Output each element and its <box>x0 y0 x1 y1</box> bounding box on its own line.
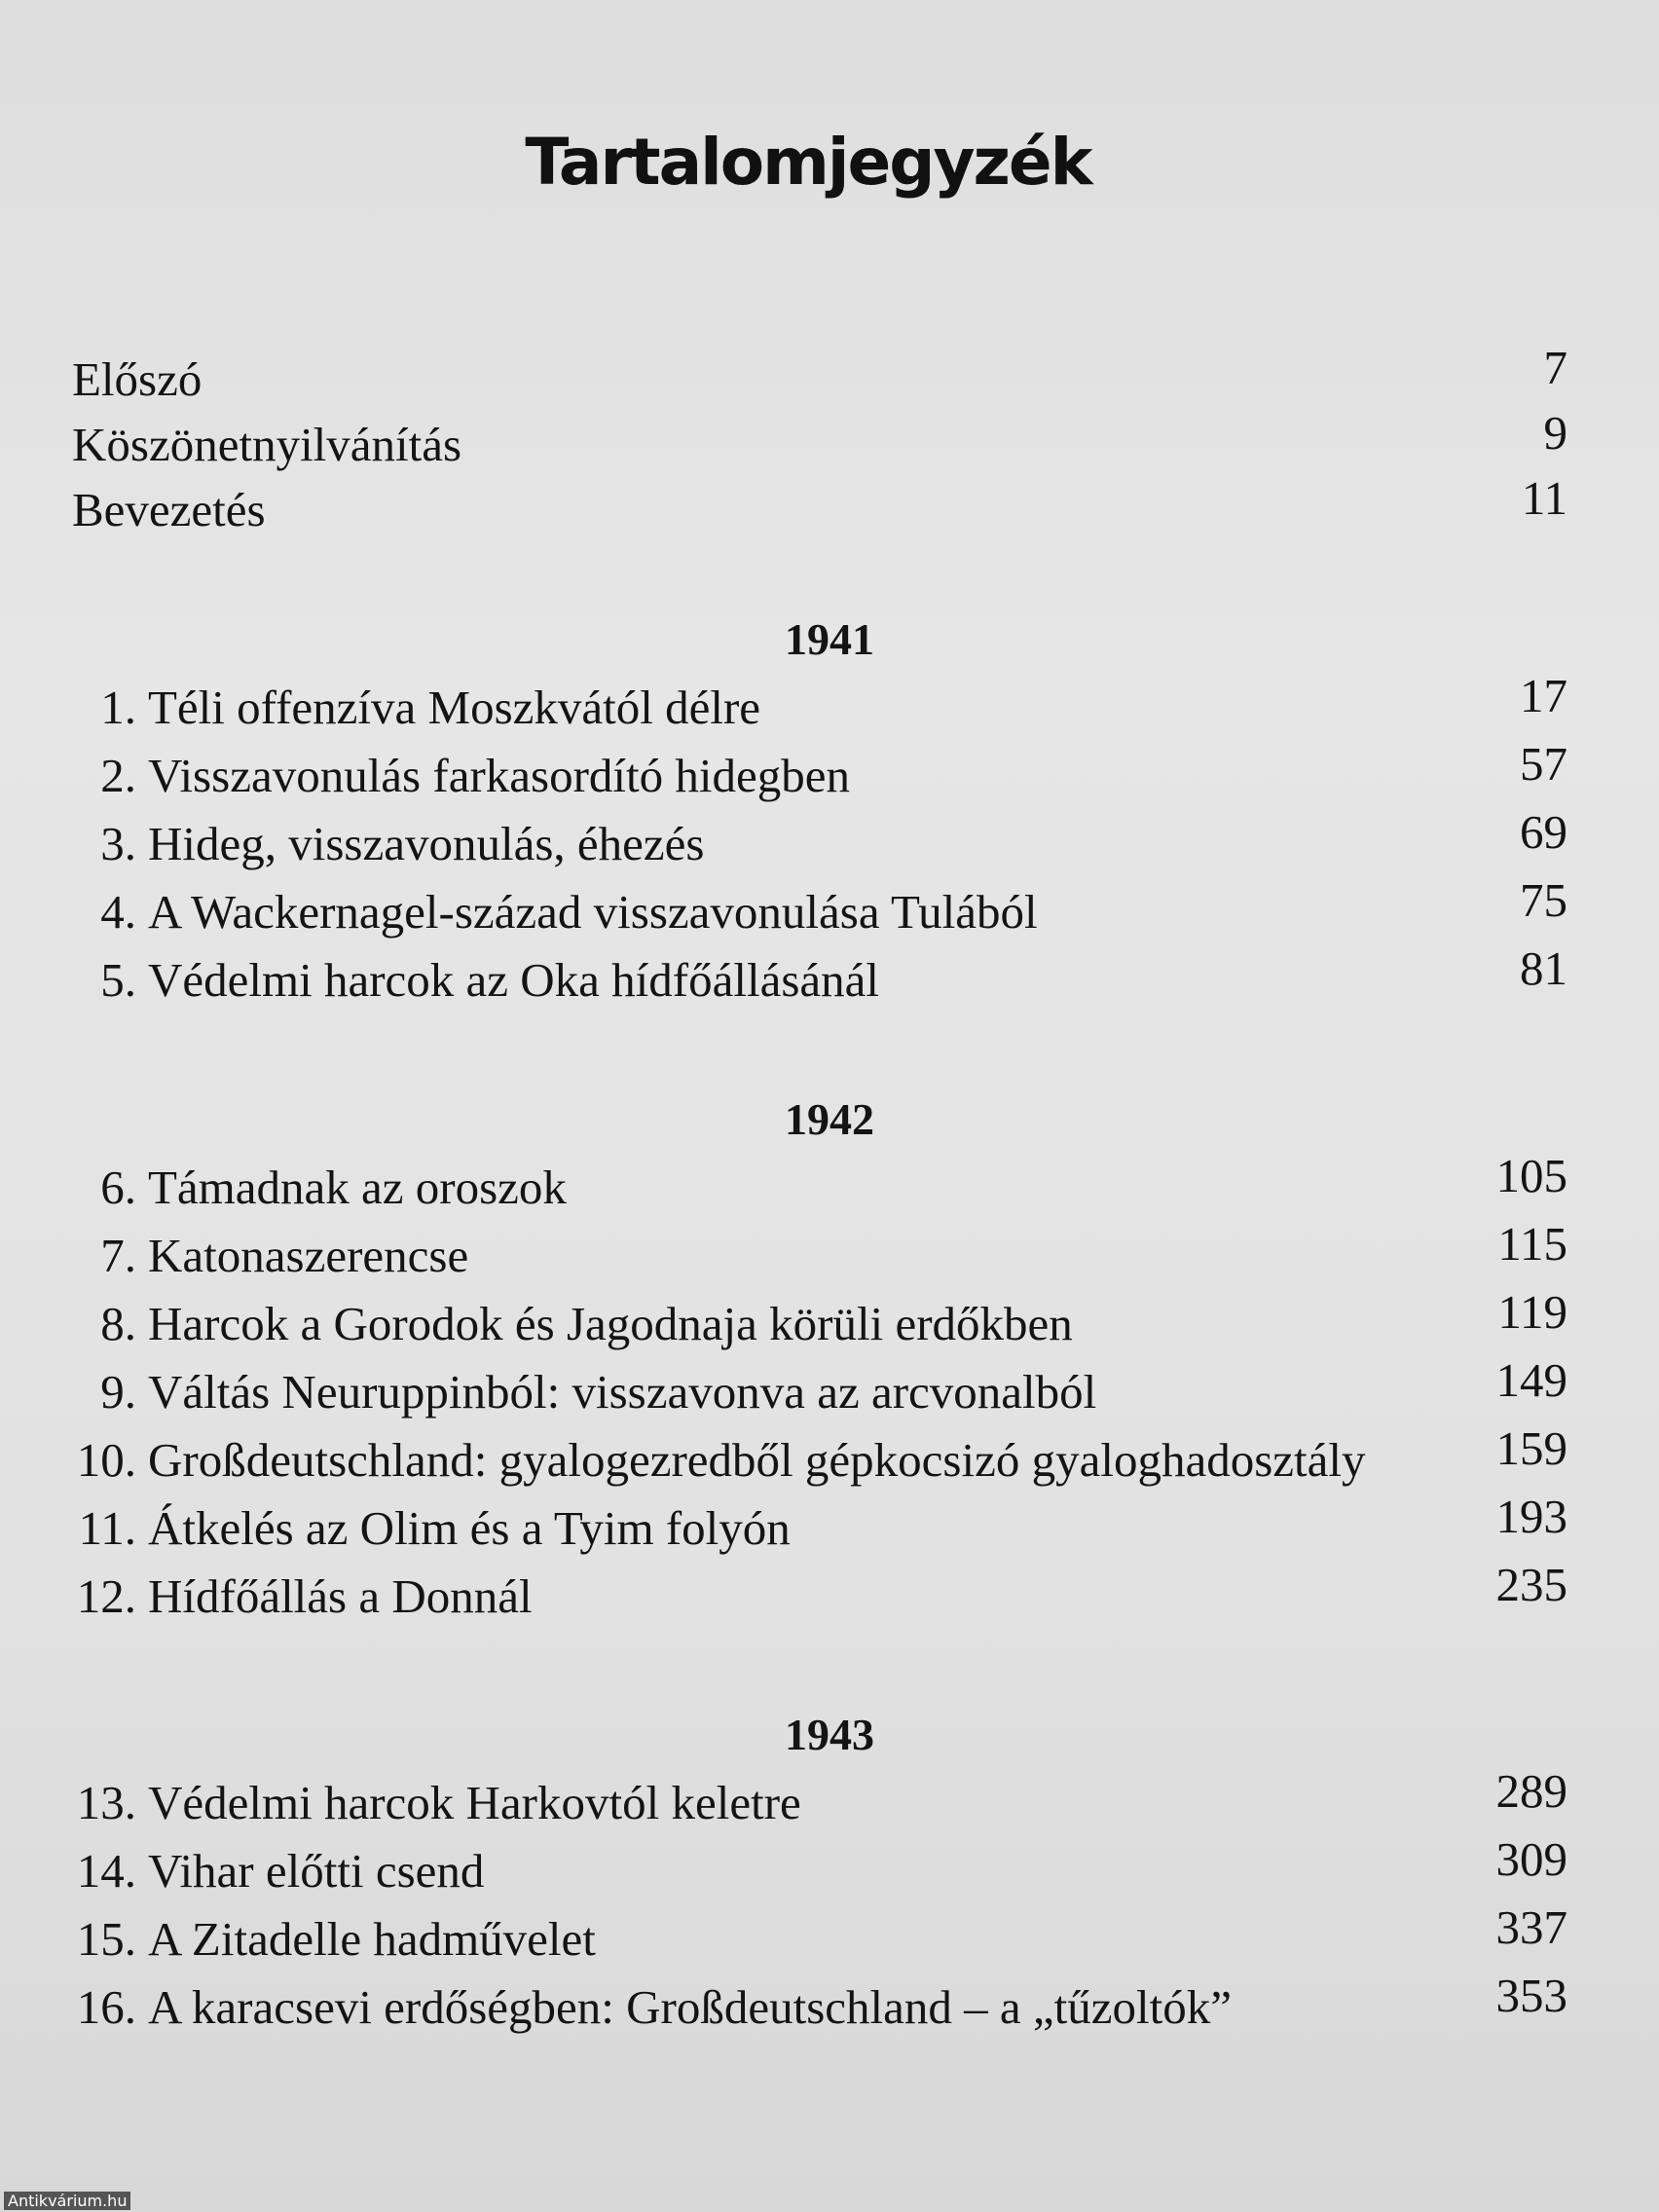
toc-entry-number: 3. <box>100 817 136 870</box>
toc-entry-page: 115 <box>1497 1217 1567 1271</box>
toc-entry-title: Harcok a Gorodok és Jagodnaja körüli erdőkben <box>148 1297 1073 1350</box>
toc-entry-number: 10. <box>76 1433 136 1487</box>
section-heading-1943: 1943 <box>785 1710 874 1759</box>
toc-entry-title: Vihar előtti csend <box>148 1844 485 1898</box>
toc-entry <box>0 1285 1659 1353</box>
toc-entry-title: Katonaszerencse <box>148 1229 469 1282</box>
toc-entry <box>0 341 1659 409</box>
toc-entry <box>0 1832 1659 1900</box>
toc-entry-page: 81 <box>1520 941 1567 995</box>
toc-entry-title: Großdeutschland: gyalogezredből gépkocsizó gyaloghadosztály <box>148 1433 1366 1487</box>
toc-entry <box>0 1421 1659 1490</box>
toc-entry-page: 289 <box>1495 1764 1567 1818</box>
toc-entry <box>0 1969 1659 2037</box>
toc-entry <box>0 1217 1659 1285</box>
toc-entry-title: Hídfőállás a Donnál <box>148 1569 533 1623</box>
toc-entry <box>0 737 1659 805</box>
toc-entry-number: 5. <box>100 953 136 1007</box>
toc-entry-title: Bevezetés <box>72 483 266 536</box>
toc-entry-number: 9. <box>100 1365 136 1419</box>
toc-entry-page: 119 <box>1497 1285 1567 1339</box>
section-heading-1941: 1941 <box>785 614 874 664</box>
toc-entry <box>0 805 1659 873</box>
toc-entry <box>0 1149 1659 1217</box>
toc-entry <box>0 669 1659 737</box>
toc-entry-title: A Zitadelle hadművelet <box>148 1912 596 1966</box>
toc-entry-number: 11. <box>78 1501 136 1555</box>
toc-entry-title: Visszavonulás farkasordító hidegben <box>148 749 850 802</box>
toc-entry <box>0 941 1659 1010</box>
toc-entry-number: 15. <box>76 1912 136 1966</box>
toc-entry-title: Téli offenzíva Moszkvától délre <box>148 681 761 734</box>
toc-entry-number: 1. <box>100 681 136 734</box>
toc-entry <box>0 1490 1659 1558</box>
toc-entry-title: Védelmi harcok Harkovtól keletre <box>148 1776 801 1829</box>
toc-entry-number: 13. <box>76 1776 136 1829</box>
toc-entry-number: 7. <box>100 1229 136 1282</box>
toc-entry-title: A Wackernagel-század visszavonulása Tulából <box>148 885 1038 939</box>
toc-entry-title: A karacsevi erdőségben: Großdeutschland – a „tűzoltók” <box>148 1980 1233 2034</box>
toc-entry-page: 149 <box>1495 1353 1567 1407</box>
toc-entry-page: 309 <box>1495 1832 1567 1886</box>
toc-entry <box>0 1764 1659 1832</box>
toc-entry-page: 17 <box>1520 669 1567 722</box>
toc-entry-number: 2. <box>100 749 136 802</box>
toc-entry-title: Átkelés az Olim és a Tyim folyón <box>148 1501 791 1555</box>
toc-entry-title: Váltás Neuruppinból: visszavonva az arcvonalból <box>148 1365 1097 1419</box>
toc-entry <box>0 406 1659 474</box>
toc-entry-number: 16. <box>76 1980 136 2034</box>
toc-entry-page: 235 <box>1495 1558 1567 1611</box>
toc-entry-title: Védelmi harcok az Oka hídfőállásánál <box>148 953 880 1007</box>
toc-entry-number: 4. <box>100 885 136 939</box>
toc-entry-title: Előszó <box>72 352 203 406</box>
toc-entry <box>0 1558 1659 1626</box>
section-heading-1942: 1942 <box>785 1094 874 1144</box>
toc-entry-page: 69 <box>1520 805 1567 859</box>
toc-entry-number: 6. <box>100 1161 136 1214</box>
toc-entry-number: 12. <box>76 1569 136 1623</box>
watermark: Antikvárium.hu <box>4 2192 130 2210</box>
toc-entry-number: 8. <box>100 1297 136 1350</box>
toc-entry-page: 353 <box>1495 1969 1567 2022</box>
toc-entry <box>0 471 1659 539</box>
toc-entry-page: 193 <box>1495 1490 1567 1543</box>
toc-entry-page: 11 <box>1521 471 1567 525</box>
toc-entry-page: 7 <box>1543 341 1567 394</box>
toc-entry-page: 337 <box>1495 1900 1567 1954</box>
toc-entry-number: 14. <box>76 1844 136 1898</box>
toc-entry <box>0 873 1659 941</box>
toc-entry <box>0 1353 1659 1421</box>
toc-entry-page: 57 <box>1520 737 1567 791</box>
toc-entry-page: 9 <box>1543 406 1567 460</box>
toc-entry-page: 159 <box>1495 1421 1567 1475</box>
page-title: Tartalomjegyzék <box>525 125 1091 200</box>
toc-entry-page: 105 <box>1495 1149 1567 1202</box>
toc-entry <box>0 1900 1659 1969</box>
toc-entry-title: Támadnak az oroszok <box>148 1161 567 1214</box>
toc-entry-title: Köszönetnyilvánítás <box>72 418 462 471</box>
toc-entry-page: 75 <box>1520 873 1567 927</box>
toc-entry-title: Hideg, visszavonulás, éhezés <box>148 817 705 870</box>
